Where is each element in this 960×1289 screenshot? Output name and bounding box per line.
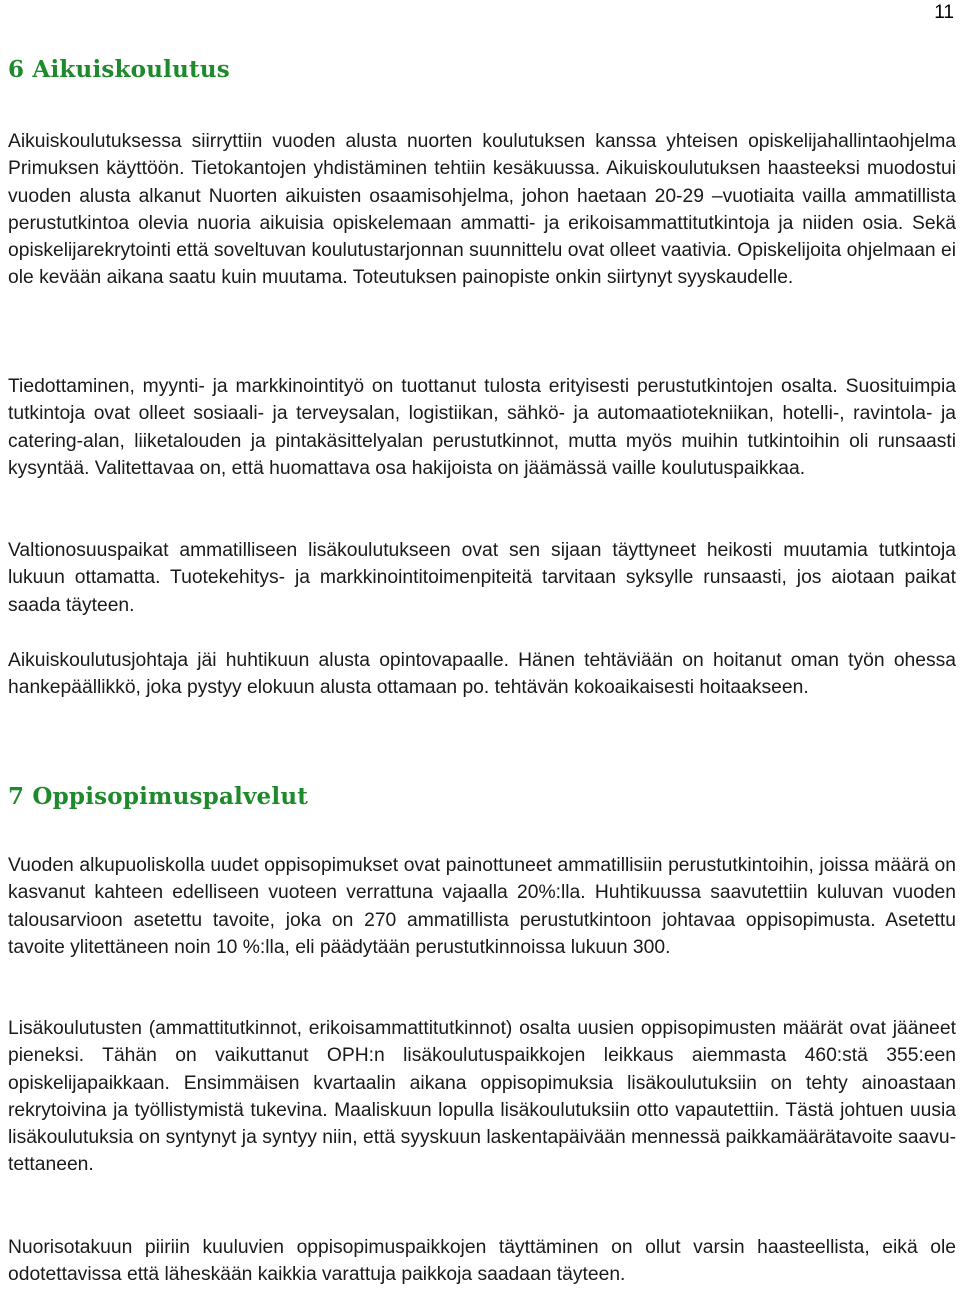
paragraph: Aikuiskoulutuksessa siirryttiin vuoden alusta nuorten koulutuksen kanssa yhteisen opiskelijahallintaohjelma Primuksen käyttöön. Tietokantojen yhdistäminen tehtiin kesäkuussa. Aikuiskoulutuksen haasteeksi muodostui vuoden alusta alkanut Nuorten aikuisten osaamisohjelma, johon haetaan 20-29 –vuotiaita vailla ammatillista perustutkintoa olevia nuoria aikuisia opiskelemaan ammatti- ja erikoisammattitutkintoja ja niiden osia. Sekä opiskelijarekrytointi että soveltuvan koulutustarjonnan suunnittelu ovat olleet vaativia. Opiskelijoita ohjelmaan ei ole kevään aikana saatu kuin muutama. Toteutuksen painopiste onkin siirtynyt syyskaudelle. — [8, 131, 956, 289]
paragraph: Nuorisotakuun piiriin kuuluvien oppisopimuspaikkojen täyttäminen on ollut varsin haasteellista, eikä ole odotettavissa että läheskään kaikkia varattuja paikkoja saadaan täyteen. — [8, 1237, 956, 1286]
paragraph: Tiedottaminen, myynti- ja markkinointityö on tuottanut tulosta erityisesti perustutkintojen osalta. Suosituimpia tutkintoja ovat olleet sosiaali- ja terveysalan, logistiikan, sähkö- ja automaatiotekniikan, hotelli-, ravintola- ja catering-alan, liiketalouden ja pintakäsittelyalan perustutkinnot, mutta myös muihin tutkintoihin oli runsaasti kysyntää. Valitettavaa on, että huomattava osa hakijoista on jäämässä vaille koulutuspaikkaa. — [8, 376, 956, 479]
section-heading-aikuiskoulutus: 6 Aikuiskoulutus — [8, 56, 230, 83]
paragraph: Aikuiskoulutusjohtaja jäi huhtikuun alusta opintovapaalle. Hänen tehtäviään on hoitanut oman työn ohessa hankepäällikkö, joka pystyy elokuun alusta ottamaan po. tehtävän kokoaikaisesti hoitaakseen. — [8, 650, 956, 699]
paragraph: Lisäkoulutusten (ammattitutkinnot, erikoisammattitutkinnot) osalta uusien oppisopimusten määrät ovat jääneet pieneksi. Tähän on vaikuttanut OPH:n lisäkoulutuspaikkojen leikkaus aiemmasta 460:stä 355:een opiskelijapaikkaan. Ensimmäisen kvartaalin aikana oppisopimuksia lisäkoulutuksiin on tehty ainoastaan rekrytoivina ja työllistymistä tukevina. Maaliskuun lopulla lisäkoulutuksiin otto vapautettiin. Tästä johtuen uusia lisäkoulutuksia on syntynyt ja syntyy niin, että syyskuun laskentapäivään mennessä paikkamäärätavoite saavutettaneen. — [8, 1018, 956, 1176]
section-heading-oppisopimuspalvelut: 7 Oppisopimuspalvelut — [8, 783, 309, 810]
paragraph: Vuoden alkupuoliskolla uudet oppisopimukset ovat painottuneet ammatillisiin perustutkintoihin, joissa määrä on kasvanut kahteen edelliseen vuoteen verrattuna vajaalla 20%:lla. Huhtikuussa saavutettiin kuluvan vuoden talousarvioon asetettu tavoite, joka on 270 ammatillista perustutkintoon johtavaa oppisopimusta. Asetettu tavoite ylitettäneen noin 10 %:lla, eli päädytään perustutkinnoissa lukuun 300. — [8, 855, 956, 958]
paragraph: Valtionosuuspaikat ammatilliseen lisäkoulutukseen ovat sen sijaan täyttyneet heikosti muutamia tutkintoja lukuun ottamatta. Tuotekehitys- ja markkinointitoimenpiteitä tarvitaan syksylle runsaasti, jos aiotaan paikat saada täyteen. — [8, 540, 956, 616]
page-number: 11 — [934, 2, 954, 23]
